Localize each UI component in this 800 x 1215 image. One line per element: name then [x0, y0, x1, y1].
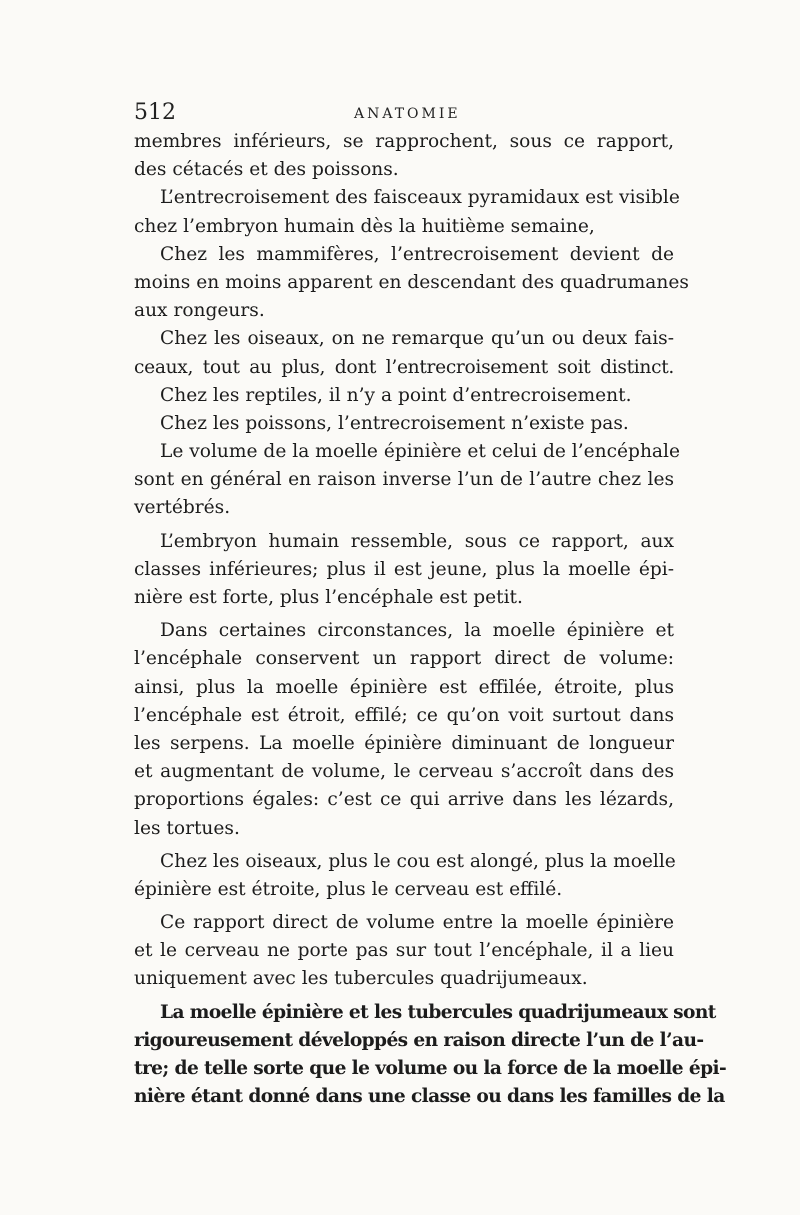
text-line: les tortues. [134, 817, 240, 839]
text-line: ainsi, plus la moelle épinière est effilée, étroite, plus [134, 676, 674, 698]
text-line: Chez les reptiles, il n’y a point d’entrecroisement. [160, 384, 632, 406]
text-line: et augmentant de volume, le cerveau s’accroît dans des [134, 761, 674, 783]
text-line: Dans certaines circonstances, la moelle épinière et [160, 620, 674, 642]
text-line: La moelle épinière et les tubercules quadrijumeaux sont [160, 1001, 716, 1023]
text-line: Chez les oiseaux, plus le cou est alongé, plus la moelle [160, 850, 676, 872]
text-line: Ce rapport direct de volume entre la moelle épinière [160, 912, 674, 934]
text-line: moins en moins apparent en descendant des quadrumanes [134, 271, 689, 293]
text-line: tre; de telle sorte que le volume ou la force de la moelle épi- [134, 1058, 727, 1079]
text-line: Chez les oiseaux, on ne remarque qu’un ou deux fais- [160, 328, 674, 350]
text-line: Le volume de la moelle épinière et celui de l’encéphale [160, 441, 680, 463]
text-line: L’embryon humain ressemble, sous ce rapport, aux [160, 530, 674, 552]
text-line: les serpens. La moelle épinière diminuant de longueur [134, 732, 674, 754]
running-title: ANATOMIE [354, 106, 461, 122]
body-text [134, 128, 727, 1111]
text-line: nière est forte, plus l’encéphale est petit. [134, 587, 523, 608]
text-line: épinière est étroite, plus le cerveau est effilé. [134, 878, 563, 900]
text-line: membres inférieurs, se rapprochent, sous ce rapport, [134, 131, 674, 152]
text-line: des cétacés et des poissons. [134, 159, 399, 181]
text-line: proportions égales: c’est ce qui arrive dans les lézards, [134, 789, 674, 811]
text-line: uniquement avec les tubercules quadrijumeaux. [134, 968, 588, 990]
text-line: et le cerveau ne porte pas sur tout l’encéphale, il a lieu [134, 940, 674, 962]
text-line: ceaux, tout au plus, dont l’entrecroisement soit distinct. [134, 356, 674, 378]
text-line: chez l’embryon humain dès la huitième semaine, [134, 215, 595, 237]
text-line: sont en général en raison inverse l’un de l’autre chez les [134, 469, 674, 491]
text-line: aux rongeurs. [134, 300, 265, 322]
page-number: 512 [134, 100, 176, 125]
page-header [134, 100, 674, 130]
text-line: l’encéphale conservent un rapport direct de volume: [134, 648, 674, 670]
text-line: vertébrés. [134, 497, 231, 519]
text-line: L’entrecroisement des faisceaux pyramidaux est visible [160, 187, 680, 209]
text-line: classes inférieures; plus il est jeune, plus la moelle épi- [134, 558, 674, 580]
text-line: l’encéphale est étroit, effilé; ce qu’on voit surtout dans [134, 704, 674, 726]
text-line: Chez les poissons, l’entrecroisement n’existe pas. [160, 412, 629, 434]
text-line: Chez les mammifères, l’entrecroisement devient de [160, 243, 674, 265]
text-line: nière étant donné dans une classe ou dans les familles de la [134, 1086, 725, 1108]
text-line: rigoureusement développés en raison directe l’un de l’au- [134, 1029, 704, 1051]
